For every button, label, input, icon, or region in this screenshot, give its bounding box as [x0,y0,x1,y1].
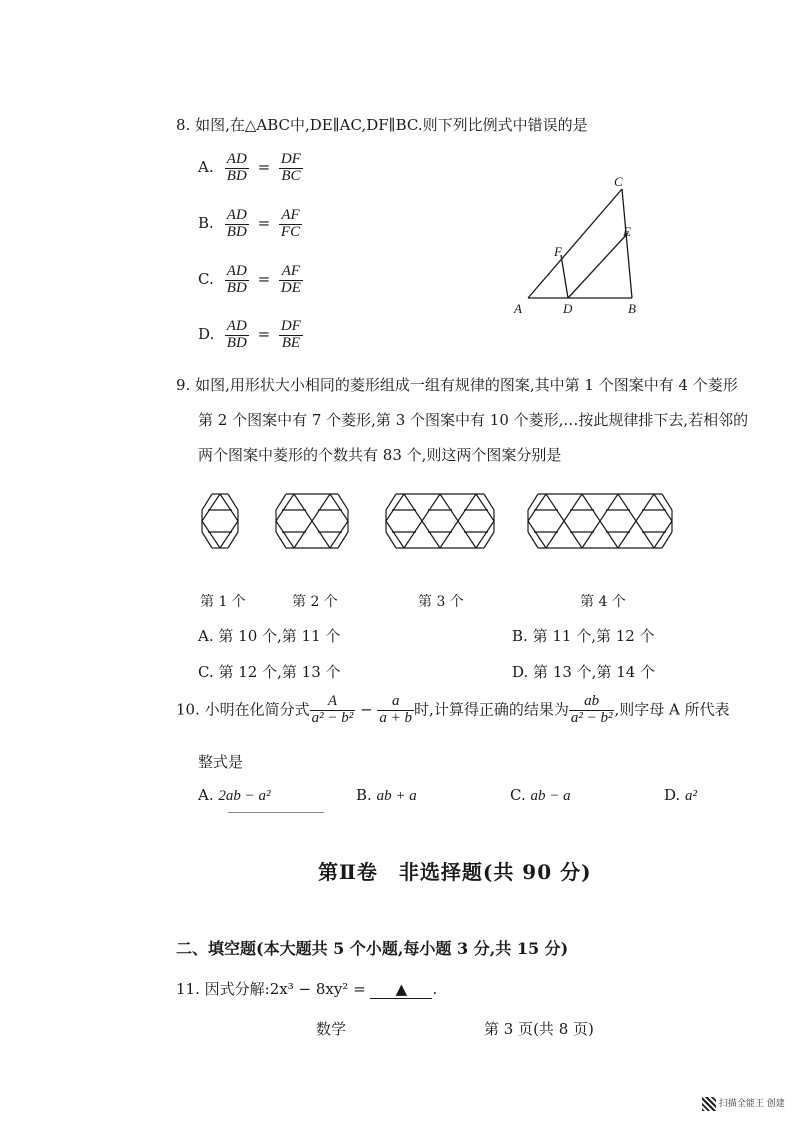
q10-option-b: B. ab + a [356,786,417,804]
section2-title: 二、填空题(本大题共 5 个小题,每小题 3 分,共 15 分) [176,939,569,958]
answer-blank: ▲ [370,980,432,999]
pattern-edge [294,494,312,521]
side-cb [622,189,632,298]
vertex-label-d: D [563,301,573,316]
pattern-edge [202,494,220,521]
pattern-edge [386,521,404,548]
q8-stem [176,114,588,135]
triangle-figure [510,172,650,322]
q10-option-d: D. a² [664,786,698,804]
fraction: $\frac{AD}{BD}$ [226,263,247,296]
pattern-edge [654,521,672,548]
pattern-edge [386,494,404,521]
pattern-caption-2: 第 2 个 [292,594,338,610]
vertex-label-a: A [514,301,522,316]
pattern-edge [546,521,564,548]
pattern-edge [564,494,582,521]
fraction: $\frac{AF}{FC}$ [280,207,301,240]
q10-option-a: A. 2ab − a² [198,786,271,804]
pattern-edge [294,521,312,548]
pattern-edge [618,521,636,548]
fraction: $\frac{A}{\text{a² − b²}}$ [311,693,354,726]
pattern-edge [440,521,458,548]
q9-line1: 9. 如图,用形状大小相同的菱形组成一组有规律的图案,其中第 1 个图案中有 4 个菱形 [176,376,738,394]
pattern-edge [476,521,494,548]
option-label: D. [198,325,215,344]
vertex-label-b: B [628,301,636,316]
pattern-edge [636,521,654,548]
pattern-edge [330,521,348,548]
option-label: A. [198,158,214,177]
pattern-edge [458,521,476,548]
q8-option-a: A. $\frac{AD}{BD}$ = $\frac{DF}{BC}$ [198,151,301,184]
q11: 11. 因式分解:2x³ − 8xy² = ▲ . [176,980,438,998]
vertex-label-e: E [623,224,631,239]
q9-option-b: B. 第 11 个,第 12 个 [512,627,655,645]
rhombus-patterns [196,492,686,554]
segment-df [561,255,568,298]
q11-number: 11. [176,980,200,998]
pattern-edge [422,494,440,521]
fraction: $\frac{AD}{BD}$ [226,207,247,240]
pattern-edge [654,494,672,521]
option-label: C. [198,270,214,289]
q9-option-a: A. 第 10 个,第 11 个 [198,627,341,645]
option-label: B. [198,214,214,233]
q8-text: 如图,在△ABC中,DE∥AC,DF∥BC.则下列比例式中错误的是 [195,116,588,134]
q8-number: 8. [176,116,191,134]
pattern-edge [312,521,330,548]
pattern-edge [220,521,238,548]
q10-line2: 整式是 [198,753,244,771]
pattern-edge [564,521,582,548]
pattern-caption-3: 第 3 个 [418,594,464,610]
qr-code-icon [702,1097,716,1111]
fraction: $\frac{AD}{BD}$ [226,318,247,351]
pattern-edge [600,521,618,548]
footer-page-number: 第 3 页(共 8 页) [484,1020,594,1038]
segment-de [568,233,628,298]
fraction: $\frac{ab}{\text{a² − b²}}$ [570,693,613,726]
pattern-edge [276,521,294,548]
pattern-caption-4: 第 4 个 [580,594,626,610]
pattern-edge [582,521,600,548]
fraction: $\frac{a}{a + b}$ [379,693,413,726]
pattern-edge [312,494,330,521]
pattern-edge [404,494,422,521]
q8-option-c: C. $\frac{AD}{BD}$ = $\frac{AF}{DE}$ [198,263,301,296]
pattern-edge [528,521,546,548]
pattern-edge [458,494,476,521]
q9-line3: 两个图案中菱形的个数共有 83 个,则这两个图案分别是 [198,446,562,464]
pattern-edge [476,494,494,521]
pattern-edge [546,494,564,521]
part2-title: 第Ⅱ卷 非选择题(共 90 分) [318,860,592,884]
q8-option-d: D. $\frac{AD}{BD}$ = $\frac{DF}{BE}$ [198,318,301,351]
pattern-edge [440,494,458,521]
pattern-edge [636,494,654,521]
vertex-label-f: F [554,244,562,259]
pattern-edge [600,494,618,521]
pattern-edge [422,521,440,548]
fraction: $\frac{AF}{DE}$ [280,263,301,296]
divider-line [228,812,324,813]
pattern-edge [202,521,220,548]
pattern-edge [330,494,348,521]
pattern-edge [220,494,238,521]
q8-option-b: B. $\frac{AD}{BD}$ = $\frac{AF}{FC}$ [198,207,301,240]
pattern-caption-1: 第 1 个 [200,594,246,610]
q10-stem: 10. 小明在化简分式 $\frac{A}{\text{a² − b²}}$ − $\frac{a}{a + b}$ 时,计算得正确的结果为 $\frac{ab}{\text{a² − b²}}$ ,则字母 A 所代表 [176,693,730,726]
pattern-edge [404,521,422,548]
pattern-edge [276,494,294,521]
fraction: $\frac{AD}{BD}$ [226,151,247,184]
vertex-label-c: C [614,174,623,189]
q9-number: 9. [176,376,191,394]
q9-option-c: C. 第 12 个,第 13 个 [198,663,341,681]
scanner-watermark: 扫描全能王 创建 [702,1096,785,1111]
fraction: $\frac{DF}{BE}$ [280,318,301,351]
side-ac [528,189,622,298]
pattern-edge [528,494,546,521]
q9-option-d: D. 第 13 个,第 14 个 [512,663,656,681]
footer-subject: 数学 [316,1020,347,1038]
q10-option-c: C. ab − a [510,786,571,804]
q10-number: 10. [176,700,200,719]
pattern-edge [618,494,636,521]
pattern-edge [582,494,600,521]
q9-line2: 第 2 个图案中有 7 个菱形,第 3 个图案中有 10 个菱形,…按此规律排下去,若相邻的 [198,411,749,429]
fraction: $\frac{DF}{BC}$ [280,151,301,184]
